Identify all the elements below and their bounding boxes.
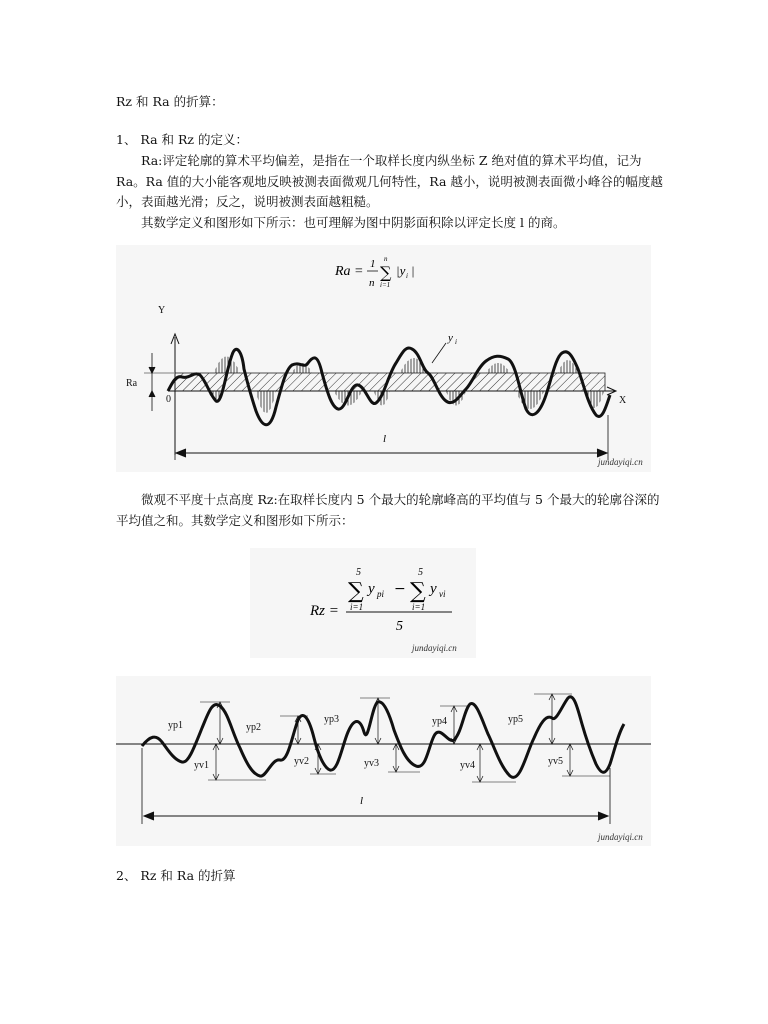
ra-formula <box>334 255 415 289</box>
svg-text:jundayiqi.cn: jundayiqi.cn <box>412 643 457 653</box>
svg-text:pi: pi <box>377 589 385 599</box>
svg-text:i: i <box>455 338 457 346</box>
ra-figure <box>116 245 651 472</box>
ra-label: Ra <box>126 378 138 389</box>
rz-definition-paragraph: 微观不平度十点高度 Rz:在取样长度内 5 个最大的轮廓峰高的平均值与 5 个最大的轮廓谷深的平均值之和。其数学定义和图形如下所示： <box>116 492 660 528</box>
ra-definition-paragraph: Ra:评定轮廓的算术平均偏差，是指在一个取样长度内纵坐标 Z 绝对值的算术平均值，记为 Ra。Ra 值的大小能客观地反映被测表面微观几何特性，Ra 越小，说明被测表面微小峰谷的幅度越小，表面越光滑；反之，说明被测表面越粗糙。 <box>116 153 663 209</box>
valley-label-1: yv1 <box>194 760 209 771</box>
valley-label-4: yv4 <box>460 760 475 771</box>
svg-text:∑: ∑ <box>380 263 392 282</box>
svg-text:Ra =: Ra = <box>335 264 364 279</box>
svg-text:∑: ∑ <box>348 579 364 604</box>
watermark: jundayiqi.cn <box>598 457 643 467</box>
svg-text:|: | <box>411 263 415 278</box>
peak-label-2: yp2 <box>246 722 261 733</box>
svg-text:1: 1 <box>370 258 376 270</box>
svg-text:i=1: i=1 <box>350 602 364 612</box>
rz-formula-figure <box>250 548 476 658</box>
svg-text:vi: vi <box>439 589 446 599</box>
svg-text:−: − <box>394 581 406 597</box>
section1-title: 1、 Ra 和 Rz 的定义： <box>116 132 248 147</box>
svg-text:i=1: i=1 <box>380 281 391 289</box>
svg-text:y: y <box>368 581 375 597</box>
peak-label-5: yp5 <box>508 714 523 725</box>
svg-text:i=1: i=1 <box>412 602 426 612</box>
svg-text:n: n <box>384 255 388 263</box>
svg-text:5: 5 <box>356 567 361 578</box>
peak-label-3: yp3 <box>324 714 339 725</box>
length-label: l <box>383 433 387 445</box>
svg-text:|y: |y <box>396 263 406 278</box>
svg-text:5: 5 <box>418 567 423 578</box>
svg-text:n: n <box>369 277 375 289</box>
svg-text:5: 5 <box>396 619 403 634</box>
origin-label: 0 <box>166 394 171 405</box>
x-axis-label: X <box>619 395 627 406</box>
svg-text:Rz =: Rz = <box>310 603 339 619</box>
ra-formula-intro: 其数学定义和图形如下所示：也可理解为图中阴影面积除以评定长度 l 的商。 <box>141 215 566 230</box>
valley-label-5: yv5 <box>548 756 563 767</box>
valley-label-2: yv2 <box>294 756 309 767</box>
y-axis-label: Y <box>158 305 166 316</box>
length-label: l <box>360 795 364 807</box>
peak-label-4: yp4 <box>432 716 447 727</box>
svg-text:i: i <box>406 272 408 280</box>
svg-text:y: y <box>430 581 437 597</box>
watermark: jundayiqi.cn <box>598 832 643 842</box>
page-heading: Rz 和 Ra 的折算： <box>116 94 224 109</box>
section2-title: 2、 Rz 和 Ra 的折算 <box>116 868 236 883</box>
peak-label-1: yp1 <box>168 720 183 731</box>
rz-profile-figure <box>116 676 651 846</box>
yi-label: y <box>448 332 453 344</box>
valley-label-3: yv3 <box>364 758 379 769</box>
svg-text:∑: ∑ <box>410 579 426 604</box>
